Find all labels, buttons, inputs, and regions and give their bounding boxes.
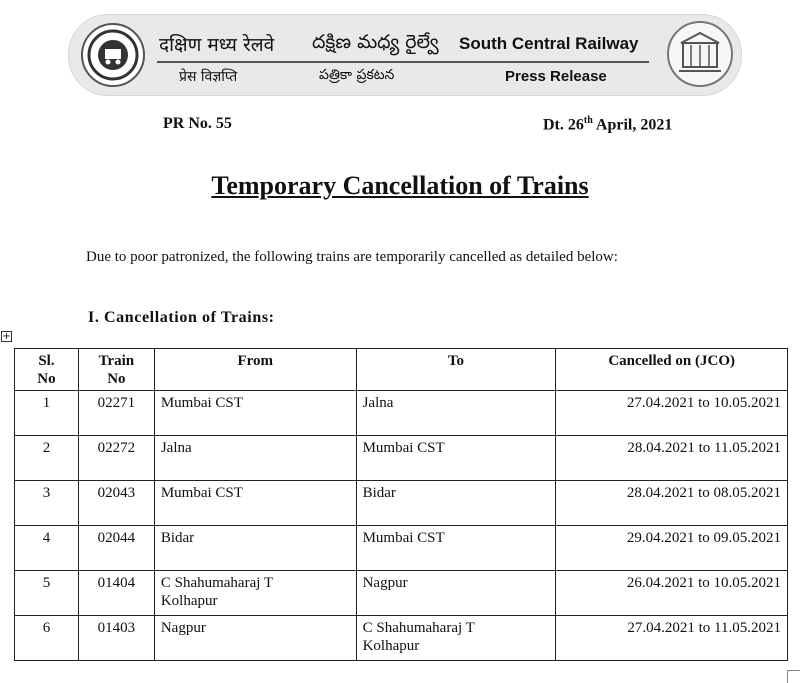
date-suffix-ordinal: th	[583, 115, 593, 126]
rail-building-icon	[667, 21, 733, 87]
cancellation-table	[14, 348, 788, 661]
cell-train: 02044	[78, 526, 154, 571]
intro-paragraph: Due to poor patronized, the following trains are temporarily cancelled as detailed below:	[86, 249, 618, 265]
date-prefix: Dt. 26	[543, 116, 584, 134]
cell-from: Nagpur	[154, 616, 356, 661]
letterhead-banner	[68, 14, 742, 96]
cell-to: C Shahumaharaj T Kolhapur	[356, 616, 556, 661]
cell-sl: 6	[15, 616, 79, 661]
cell-train: 02043	[78, 481, 154, 526]
english-railway-name: South Central Railway	[459, 34, 639, 53]
cell-from: C Shahumaharaj T Kolhapur	[154, 571, 356, 616]
cell-cancelled: 27.04.2021 to 10.05.2021	[556, 391, 788, 436]
cell-sl: 2	[15, 436, 79, 481]
table-row	[15, 391, 788, 436]
table-row	[15, 571, 788, 616]
date-month-year: April, 2021	[592, 116, 673, 134]
cell-train: 02271	[78, 391, 154, 436]
cell-cancelled: 26.04.2021 to 10.05.2021	[556, 571, 788, 616]
cell-to: Mumbai CST	[356, 436, 556, 481]
cell-from: Mumbai CST	[154, 391, 356, 436]
cell-to: Jalna	[356, 391, 556, 436]
table-row	[15, 526, 788, 571]
cell-train: 01404	[78, 571, 154, 616]
header-train-no: Train No	[78, 349, 154, 391]
table-header-row	[15, 349, 788, 391]
cell-cancelled: 28.04.2021 to 08.05.2021	[556, 481, 788, 526]
document-title: Temporary Cancellation of Trains	[211, 171, 589, 200]
cell-cancelled: 29.04.2021 to 09.05.2021	[556, 526, 788, 571]
cell-to: Nagpur	[356, 571, 556, 616]
hindi-press-release: प्रेस विज्ञप्ति	[179, 69, 238, 85]
table-row	[15, 436, 788, 481]
cell-from: Bidar	[154, 526, 356, 571]
telugu-railway-name: దక్షిణ మధ్య రైల్వే	[312, 31, 439, 53]
press-release-date	[543, 115, 672, 134]
table-move-handle-icon[interactable]: +	[2, 331, 11, 342]
cell-to: Bidar	[356, 481, 556, 526]
page-corner-mark	[787, 670, 800, 683]
cell-cancelled: 27.04.2021 to 11.05.2021	[556, 616, 788, 661]
cell-sl: 1	[15, 391, 79, 436]
header-cancelled-on: Cancelled on (JCO)	[556, 349, 788, 391]
header-from: From	[154, 349, 356, 391]
section-heading: I. Cancellation of Trains:	[88, 309, 275, 326]
railway-emblem-icon	[81, 23, 145, 87]
cell-from: Mumbai CST	[154, 481, 356, 526]
header-divider	[157, 61, 649, 63]
header-to: To	[356, 349, 556, 391]
cell-to: Mumbai CST	[356, 526, 556, 571]
table-row	[15, 616, 788, 661]
english-press-release: Press Release	[505, 68, 607, 85]
header-sl-no: Sl. No	[15, 349, 79, 391]
telugu-press-release: పత్రికా ప్రకటన	[319, 67, 395, 83]
cell-from: Jalna	[154, 436, 356, 481]
cell-cancelled: 28.04.2021 to 11.05.2021	[556, 436, 788, 481]
cell-train: 02272	[78, 436, 154, 481]
hindi-railway-name: दक्षिण मध्य रेलवे	[159, 34, 275, 56]
cell-sl: 3	[15, 481, 79, 526]
cell-train: 01403	[78, 616, 154, 661]
table-row	[15, 481, 788, 526]
press-release-number: PR No. 55	[163, 115, 232, 132]
cell-sl: 5	[15, 571, 79, 616]
cell-sl: 4	[15, 526, 79, 571]
